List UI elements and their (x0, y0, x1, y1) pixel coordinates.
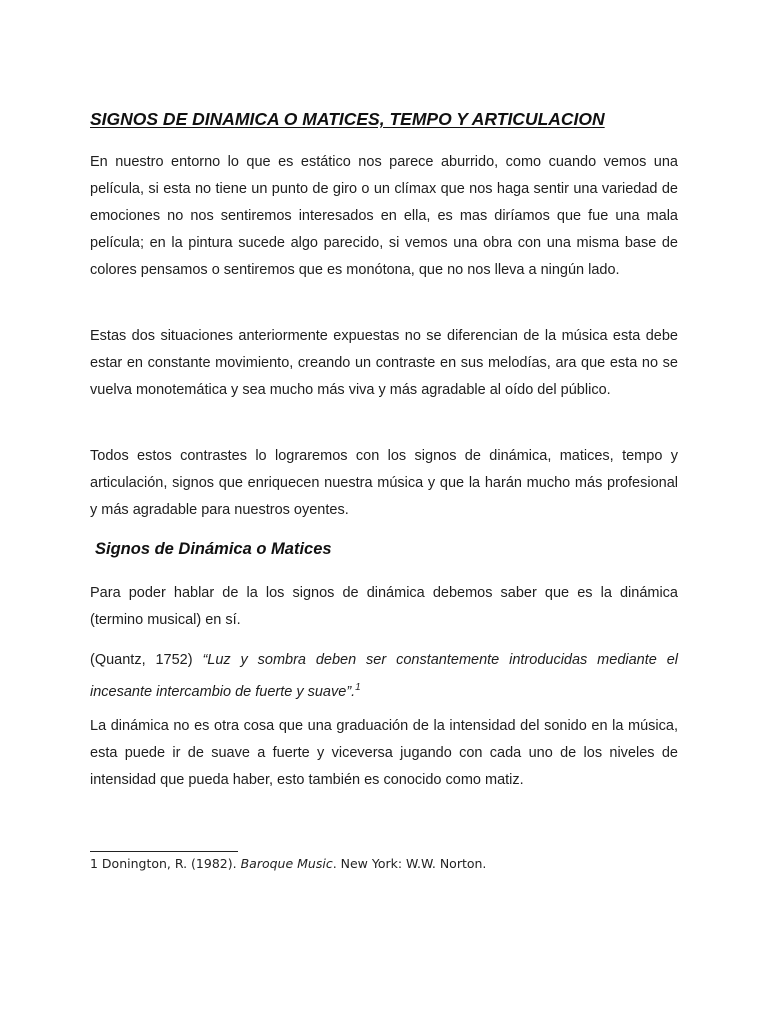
footnote-number: 1 (90, 856, 98, 871)
footnote-reference[interactable]: 1 (355, 682, 361, 693)
paragraph-situations: Estas dos situaciones anteriormente expuestas no se diferencian de la música esta debe estar en constante movimiento, creando un contraste en sus melodías, ara que esta no se vuelva monotemática y sea mucho más viva y más agradable al oído del público. (90, 328, 678, 398)
footnote-separator (90, 851, 238, 852)
paragraph-intro: En nuestro entorno lo que es estático nos parece aburrido, como cuando vemos una película, si esta no tiene un punto de giro o un clímax que nos haga sentir una variedad de emociones no nos sentiremos interesados en ella, es mas diríamos que fue una mala película; en la pintura sucede algo parecido, si vemos una obra con una misma base de colores pensamos o sentiremos que es monótona, que no nos lleva a ningún lado. (90, 154, 678, 278)
footnote-book-title: Baroque Music (240, 856, 333, 871)
paragraph-contrasts: Todos estos contrastes lo lograremos con los signos de dinámica, matices, tempo y articulación, signos que enriquecen nuestra música y que la harán mucho más profesional y más agradable para nuestros oyentes. (90, 448, 678, 518)
quote-citation: (Quantz, 1752) (90, 652, 203, 668)
paragraph-dynamics-intro: Para poder hablar de la los signos de dinámica debemos saber que es la dinámica (termino musical) en sí. (90, 585, 678, 628)
quote-paragraph (90, 647, 678, 706)
footnote-author: Donington, R. (1982). (97, 856, 241, 871)
footnote (90, 855, 486, 873)
document-title: SIGNOS DE DINAMICA O MATICES, TEMPO Y ARTICULACION (90, 109, 605, 129)
footnote-publisher: . New York: W.W. Norton. (332, 856, 487, 871)
quote-text: “Luz y sombra deben ser constantemente introducidas mediante el incesante intercambio de fuerte y suave”. (90, 652, 678, 700)
paragraph-definition: La dinámica no es otra cosa que una graduación de la intensidad del sonido en la música, esta puede ir de suave a fuerte y viceversa jugando con cada uno de los niveles de intensidad que pueda haber, esto también es conocido como matiz. (90, 718, 678, 788)
section-heading: Signos de Dinámica o Matices (95, 540, 332, 558)
